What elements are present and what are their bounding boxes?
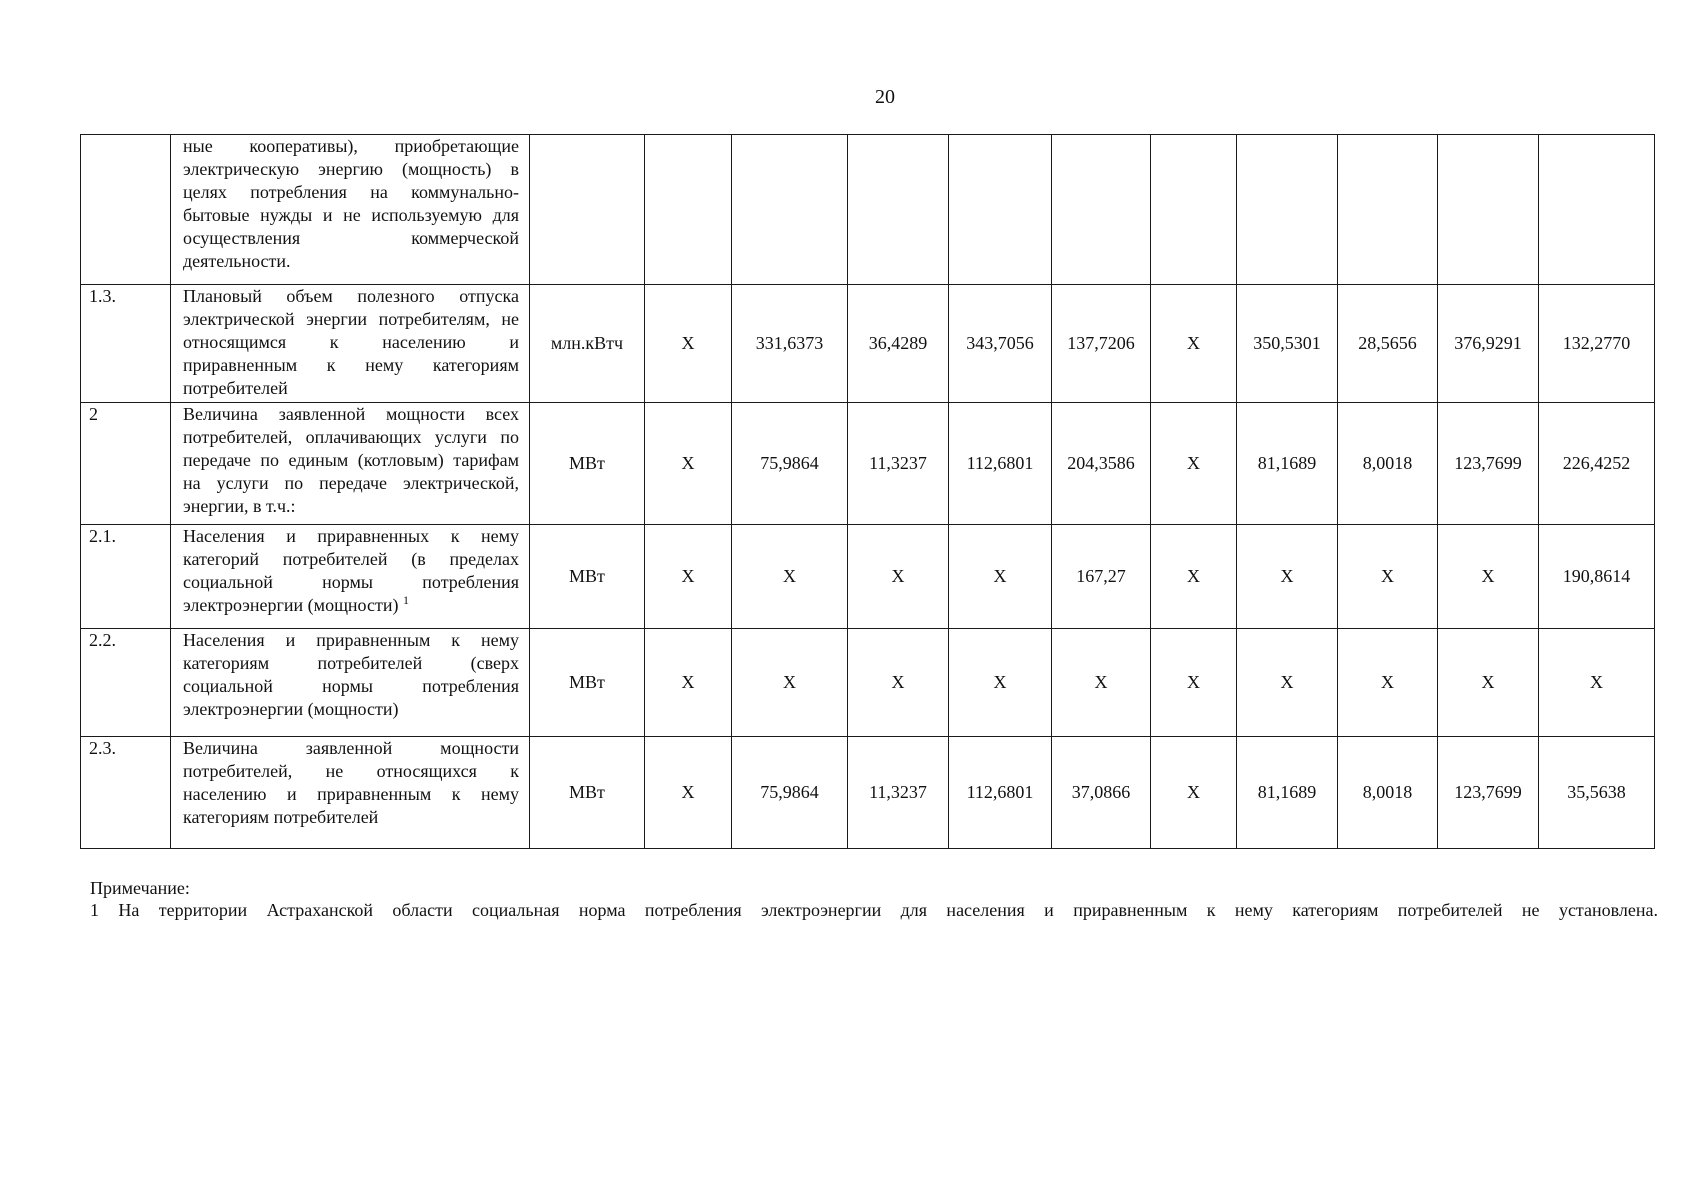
value-cell: X	[848, 525, 949, 629]
value-cell: X	[1151, 525, 1237, 629]
value-cell: X	[645, 525, 732, 629]
row-unit: МВт	[530, 403, 645, 525]
value-cell: 123,7699	[1438, 403, 1539, 525]
value-cell	[848, 135, 949, 285]
value-cell: 331,6373	[732, 285, 848, 403]
row-description	[171, 403, 530, 525]
row-description-text: Населения и приравненным к нему категориям потребителей (сверх социальной нормы потребления электроэнергии (мощности)	[183, 630, 519, 719]
row-number: 2.3.	[81, 737, 171, 849]
value-cell: X	[1539, 629, 1655, 737]
value-cell	[1539, 135, 1655, 285]
value-cell: 37,0866	[1052, 737, 1151, 849]
value-cell: 28,5656	[1338, 285, 1438, 403]
row-description	[171, 629, 530, 737]
value-cell: 123,7699	[1438, 737, 1539, 849]
row-description	[171, 285, 530, 403]
value-cell: X	[645, 285, 732, 403]
footnote-marker: 1	[403, 593, 409, 607]
value-cell: X	[1338, 629, 1438, 737]
row-number: 2	[81, 403, 171, 525]
table-row	[81, 285, 1655, 403]
value-cell: 81,1689	[1237, 737, 1338, 849]
value-cell: 75,9864	[732, 737, 848, 849]
value-cell: X	[732, 629, 848, 737]
value-cell: X	[645, 629, 732, 737]
table-row	[81, 525, 1655, 629]
note-text: 1 На территории Астраханской области социальная норма потребления электроэнергии для населения и приравненным к нему категориям потребителей не установлена.	[90, 900, 1658, 920]
row-unit: МВт	[530, 737, 645, 849]
value-cell	[1438, 135, 1539, 285]
row-description	[171, 525, 530, 629]
value-cell: 36,4289	[848, 285, 949, 403]
table-row	[81, 135, 1655, 285]
row-number	[81, 135, 171, 285]
value-cell: X	[848, 629, 949, 737]
row-description-text: Населения и приравненных к нему категорий потребителей (в пределах социальной нормы потребления электроэнергии (мощности)	[183, 526, 519, 615]
value-cell: 81,1689	[1237, 403, 1338, 525]
row-unit: МВт	[530, 525, 645, 629]
row-description-text: ные кооперативы), приобретающие электрическую энергию (мощность) в целях потребления на коммунально-бытовые нужды и не используемую для осуществления коммерческой деятельности.	[183, 136, 519, 271]
value-cell: X	[645, 737, 732, 849]
value-cell	[732, 135, 848, 285]
value-cell: 11,3237	[848, 737, 949, 849]
value-cell: 226,4252	[1539, 403, 1655, 525]
value-cell: 35,5638	[1539, 737, 1655, 849]
row-number: 2.2.	[81, 629, 171, 737]
value-cell: X	[1237, 629, 1338, 737]
value-cell: 75,9864	[732, 403, 848, 525]
value-cell: X	[645, 403, 732, 525]
value-cell: X	[1151, 737, 1237, 849]
value-cell	[645, 135, 732, 285]
page-number: 20	[875, 86, 895, 108]
value-cell	[1151, 135, 1237, 285]
value-cell: X	[1151, 629, 1237, 737]
value-cell: X	[1438, 629, 1539, 737]
value-cell: X	[949, 525, 1052, 629]
value-cell: 112,6801	[949, 737, 1052, 849]
row-number: 2.1.	[81, 525, 171, 629]
value-cell: 190,8614	[1539, 525, 1655, 629]
value-cell: X	[732, 525, 848, 629]
table-row	[81, 737, 1655, 849]
value-cell: 167,27	[1052, 525, 1151, 629]
row-description-text: Плановый объем полезного отпуска электрической энергии потребителям, не относящимся к населению и приравненным к нему категориям потребителей	[183, 286, 519, 398]
note-title: Примечание:	[90, 878, 190, 898]
table-row	[81, 629, 1655, 737]
row-description-text: Величина заявленной мощности потребителей, не относящихся к населению и приравненным к нему категориям потребителей	[183, 738, 519, 827]
value-cell: 8,0018	[1338, 737, 1438, 849]
value-cell: X	[949, 629, 1052, 737]
table-row	[81, 403, 1655, 525]
value-cell: 11,3237	[848, 403, 949, 525]
tariff-table	[80, 134, 1655, 849]
value-cell: X	[1237, 525, 1338, 629]
value-cell: X	[1338, 525, 1438, 629]
value-cell	[1237, 135, 1338, 285]
value-cell: 132,2770	[1539, 285, 1655, 403]
value-cell	[949, 135, 1052, 285]
value-cell: X	[1151, 403, 1237, 525]
row-unit: МВт	[530, 629, 645, 737]
value-cell	[1052, 135, 1151, 285]
value-cell: 376,9291	[1438, 285, 1539, 403]
row-description	[171, 135, 530, 285]
row-description-text: Величина заявленной мощности всех потребителей, оплачивающих услуги по передаче по единым (котловым) тарифам на услуги по передаче электрической, энергии, в т.ч.:	[183, 404, 519, 516]
row-description	[171, 737, 530, 849]
value-cell: 8,0018	[1338, 403, 1438, 525]
value-cell: 137,7206	[1052, 285, 1151, 403]
footnote	[90, 877, 1658, 921]
value-cell	[1338, 135, 1438, 285]
row-number: 1.3.	[81, 285, 171, 403]
value-cell: 204,3586	[1052, 403, 1151, 525]
value-cell: X	[1151, 285, 1237, 403]
value-cell: 350,5301	[1237, 285, 1338, 403]
value-cell: 343,7056	[949, 285, 1052, 403]
value-cell: X	[1052, 629, 1151, 737]
value-cell: X	[1438, 525, 1539, 629]
value-cell: 112,6801	[949, 403, 1052, 525]
row-unit	[530, 135, 645, 285]
row-unit: млн.кВтч	[530, 285, 645, 403]
